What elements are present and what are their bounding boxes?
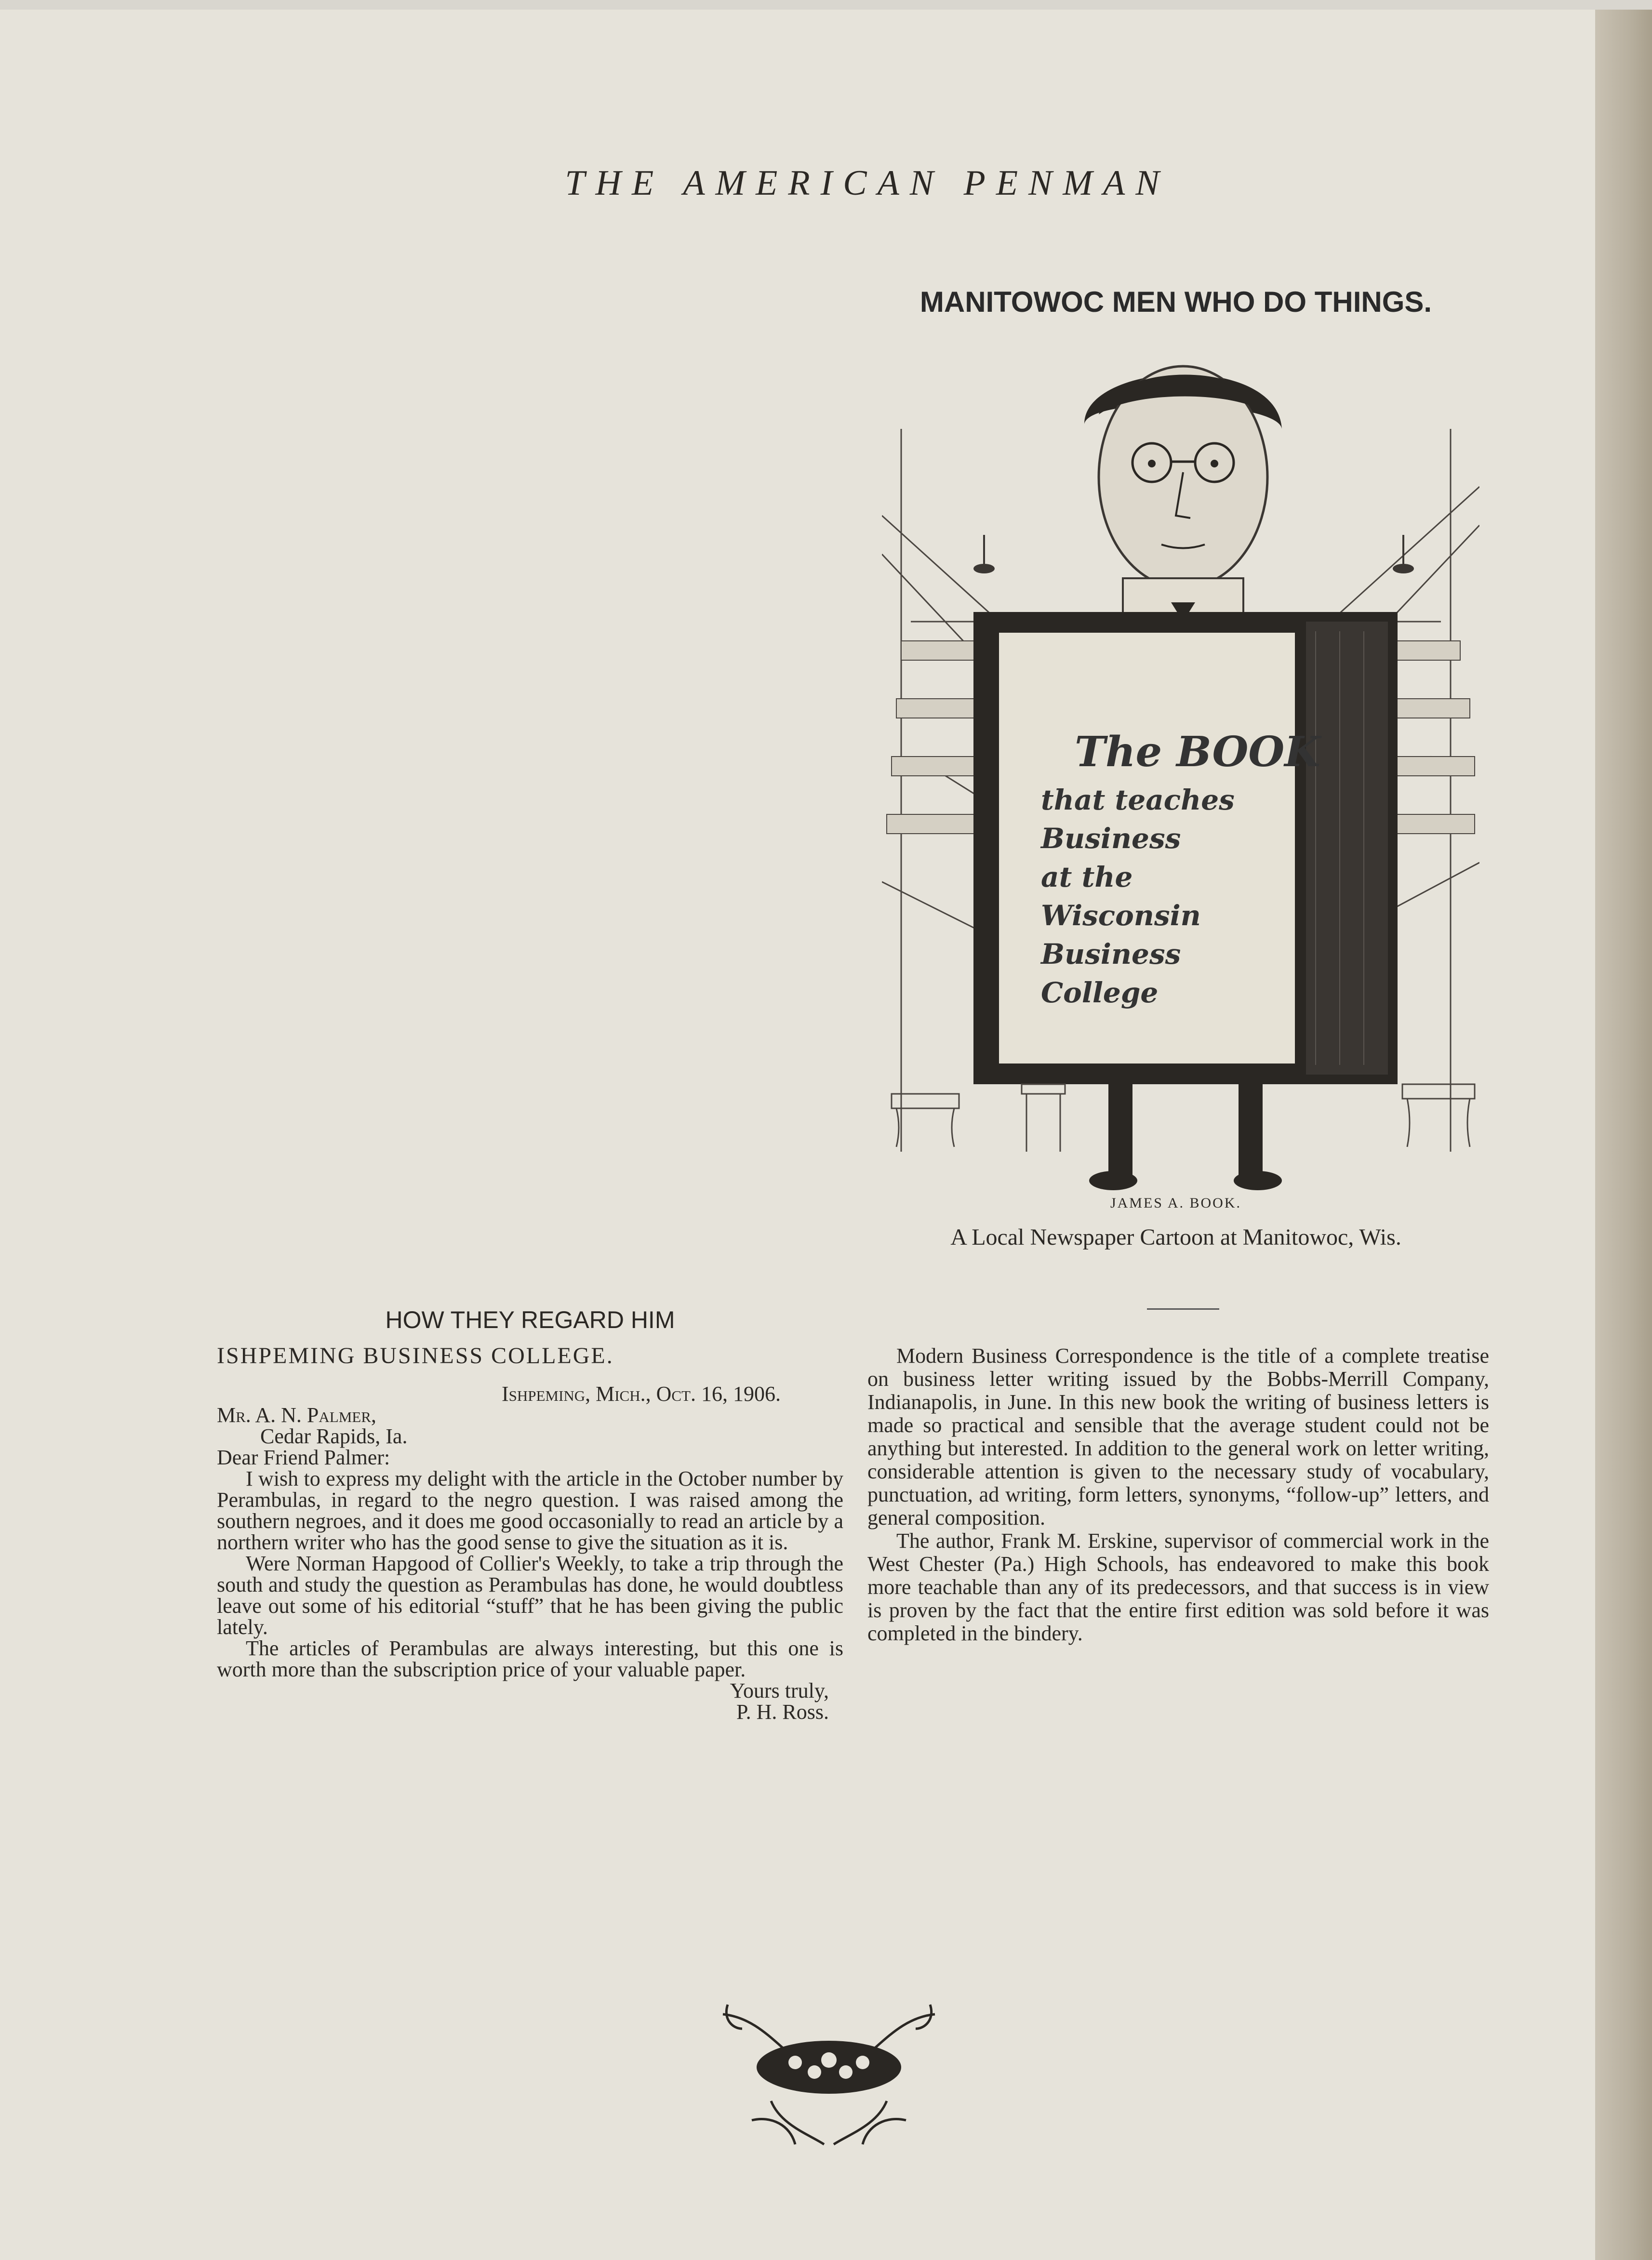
divider	[1147, 1308, 1219, 1310]
paragraph: The articles of Perambulas are always interesting, but this one is worth more than the subscription price of your valuable paper.	[217, 1636, 843, 1681]
running-head: THE AMERICAN PENMAN	[565, 163, 1170, 203]
page-edge	[1595, 10, 1652, 2260]
cartoon-caption: A Local Newspaper Cartoon at Manitowoc, Wis.	[950, 1224, 1401, 1250]
book-cover-text: College	[1041, 976, 1159, 1009]
article-body	[867, 1344, 1489, 1645]
cartoon-heading: MANITOWOC MEN WHO DO THINGS.	[919, 286, 1432, 318]
article-title: HOW THEY REGARD HIM	[385, 1306, 675, 1333]
paragraph: Were Norman Hapgood of Collier's Weekly, to take a trip through the south and study the question as Perambulas has done, he would doubtless leave out some of his editorial “stuff” that he has been giving the public lately.	[217, 1552, 843, 1639]
addressee: Mr. A. N. Palmer,	[217, 1403, 376, 1427]
book-prop	[973, 612, 1398, 1084]
letter	[217, 1383, 843, 1723]
salutation: Dear Friend Palmer:	[217, 1446, 390, 1469]
floral-ornament	[713, 2000, 945, 2154]
paragraph: Modern Business Correspondence is the title of a complete treatise on business letter writing issued by the Bobbs-Merrill Company, Indianapolis, in June. In this new book the writing of business letters is made so practical and sensible that the average student could not be anything but interested. In addition to the general work on letter writing, considerable attention is given to the necessary study of vocabulary, punctuation, ad writing, form letters, synonyms, “follow-up” letters, and general composition.	[867, 1344, 1489, 1529]
book-cover-text: Business	[1041, 822, 1181, 855]
signature: P. H. Ross.	[736, 1700, 829, 1724]
paragraph: I wish to express my delight with the article in the October number by Perambulas, in regard to the negro question. I was raised among the southern negroes, and it does me good occasonially to read an article by a northern writer who has the good sense to give the situation as it is.	[217, 1467, 843, 1554]
letterhead: ISHPEMING BUSINESS COLLEGE.	[217, 1343, 614, 1369]
floor-furniture	[892, 1084, 1475, 1152]
book-cover-title: The BOOK	[1075, 728, 1321, 776]
portrait-legs	[1089, 1084, 1282, 1190]
portrait-head	[1084, 366, 1282, 622]
cartoon-subject-name: JAMES A. BOOK.	[1110, 1195, 1242, 1211]
cartoon-illustration	[882, 332, 1479, 1195]
article-how-they-regard-him	[217, 1306, 843, 1723]
book-cover-text: that teaches	[1041, 784, 1235, 816]
closing: Yours truly,	[730, 1679, 829, 1702]
address: Cedar Rapids, Ia.	[260, 1424, 408, 1448]
book-cover-text: at the	[1041, 861, 1133, 893]
article-book-notice	[867, 1344, 1489, 1645]
book-cover-text: Wisconsin	[1041, 899, 1201, 932]
paragraph: The author, Frank M. Erskine, supervisor of commercial work in the West Chester (Pa.) High Schools, has endeavored to make this book more teachable than any of its predecessors, and that success is in view is proven by the fact that the entire first edition was sold before it was completed in the bindery.	[867, 1529, 1489, 1645]
book-cover-text: Business	[1041, 938, 1181, 970]
dateline: Ishpeming, Mich., Oct. 16, 1906.	[501, 1382, 781, 1406]
